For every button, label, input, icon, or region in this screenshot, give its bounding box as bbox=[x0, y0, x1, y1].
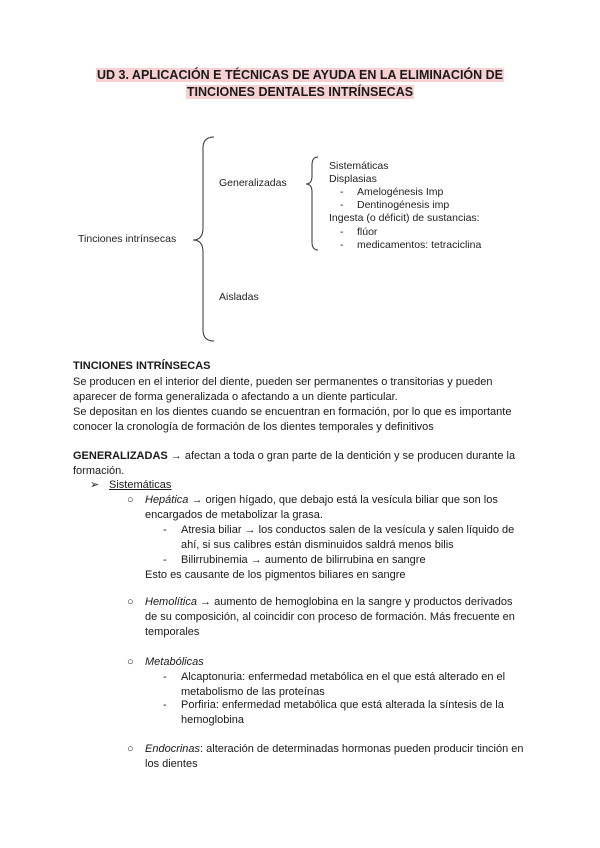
dash-bullet-icon: - bbox=[163, 699, 167, 711]
sistematicas-heading: Sistemáticas bbox=[109, 479, 172, 491]
diagram-aisladas-label: Aisladas bbox=[219, 291, 259, 303]
alcaptonuria-item: Alcaptonuria: enfermedad metabólica en el que está alterado en el bbox=[181, 671, 506, 683]
paragraph-line: temporales bbox=[145, 626, 200, 638]
diagram-fluor: flúor bbox=[357, 226, 378, 238]
paragraph-line: Se producen en el interior del diente, pueden ser permanentes o transitorias y pueden bbox=[73, 376, 493, 388]
circle-bullet-icon: ○ bbox=[127, 494, 134, 506]
dash-bullet-icon: - bbox=[163, 554, 167, 566]
diagram-dash: - bbox=[340, 239, 344, 251]
paragraph-line: encargados de metabolizar la grasa. bbox=[145, 509, 323, 521]
diagram-dentinogenesis: Dentinogénesis imp bbox=[357, 199, 450, 211]
paragraph-line: conocer la cronología de formación de los dientes temporales y definitivos bbox=[73, 421, 434, 433]
paragraph-line: hemoglobina bbox=[181, 714, 244, 726]
porfiria-item: Porfiria: enfermedad metabólica que está alterada la síntesis de la bbox=[181, 699, 504, 711]
diagram-dash: - bbox=[340, 199, 344, 211]
paragraph-line: metabolismo de las proteínas bbox=[181, 686, 325, 698]
paragraph-line: aparecer de forma generalizada o afectando a un diente particular. bbox=[73, 391, 398, 403]
page-title-line-2: TINCIONES DENTALES INTRÍNSECAS bbox=[186, 85, 414, 99]
hemolitica-item: Hemolítica → aumento de hemoglobina en la sangre y productos derivados bbox=[145, 596, 513, 608]
metabolicas-item: Metabólicas bbox=[145, 656, 204, 668]
paragraph-line: de su composición, al coincidir con proceso de formación. Más frecuente en bbox=[145, 611, 515, 623]
paragraph-line: formación. bbox=[73, 465, 125, 477]
diagram-sistematicas: Sistemáticas bbox=[329, 160, 389, 172]
diagram-generalizadas-label: Generalizadas bbox=[219, 177, 287, 189]
paragraph-line: Esto es causante de los pigmentos biliares en sangre bbox=[145, 569, 406, 581]
section-heading-tinciones: TINCIONES INTRÍNSECAS bbox=[73, 360, 211, 372]
paragraph-line: los dientes bbox=[145, 758, 198, 770]
circle-bullet-icon: ○ bbox=[127, 743, 134, 755]
circle-bullet-icon: ○ bbox=[127, 656, 134, 668]
hepatica-item: Hepática → origen hígado, que debajo está la vesícula biliar que son los bbox=[145, 494, 498, 506]
diagram-displasias: Displasias bbox=[329, 173, 377, 185]
diagram-ingesta: Ingesta (o déficit) de sustancias: bbox=[329, 212, 480, 224]
diagram-dash: - bbox=[340, 226, 344, 238]
page-title-line-1: UD 3. APLICACIÓN E TÉCNICAS DE AYUDA EN LA ELIMINACIÓN DE bbox=[96, 68, 504, 82]
diagram-root-label: Tinciones intrínsecas bbox=[78, 233, 177, 245]
generalizadas-intro: GENERALIZADAS → afectan a toda o gran parte de la dentición y se producen durante la bbox=[73, 450, 516, 462]
sub-bracket bbox=[306, 157, 318, 250]
diagram-amelogenesis: Amelogénesis Imp bbox=[357, 186, 444, 198]
dash-bullet-icon: - bbox=[163, 671, 167, 683]
paragraph-line: Se depositan en los dientes cuando se encuentran en formación, por lo que es importante bbox=[73, 406, 512, 418]
diagram-brackets bbox=[0, 0, 600, 360]
diagram-dash: - bbox=[340, 186, 344, 198]
circle-bullet-icon: ○ bbox=[127, 596, 134, 608]
atresia-item: Atresia biliar → los conductos salen de la vesícula y salen líquido de bbox=[181, 524, 515, 536]
arrow-bullet-icon: ➢ bbox=[90, 479, 100, 491]
main-bracket bbox=[193, 137, 214, 341]
diagram-medicamentos: medicamentos: tetraciclina bbox=[357, 239, 482, 251]
dash-bullet-icon: - bbox=[163, 524, 167, 536]
section-heading-generalizadas: GENERALIZADAS bbox=[73, 450, 168, 462]
bilirrubinemia-item: Bilirrubinemia → aumento de bilirrubina en sangre bbox=[181, 554, 426, 566]
endocrinas-item: Endocrinas: alteración de determinadas hormonas pueden producir tinción en bbox=[145, 743, 524, 755]
paragraph-line: ahí, si sus calibres están disminuidos saldrá menos bilis bbox=[181, 539, 454, 551]
